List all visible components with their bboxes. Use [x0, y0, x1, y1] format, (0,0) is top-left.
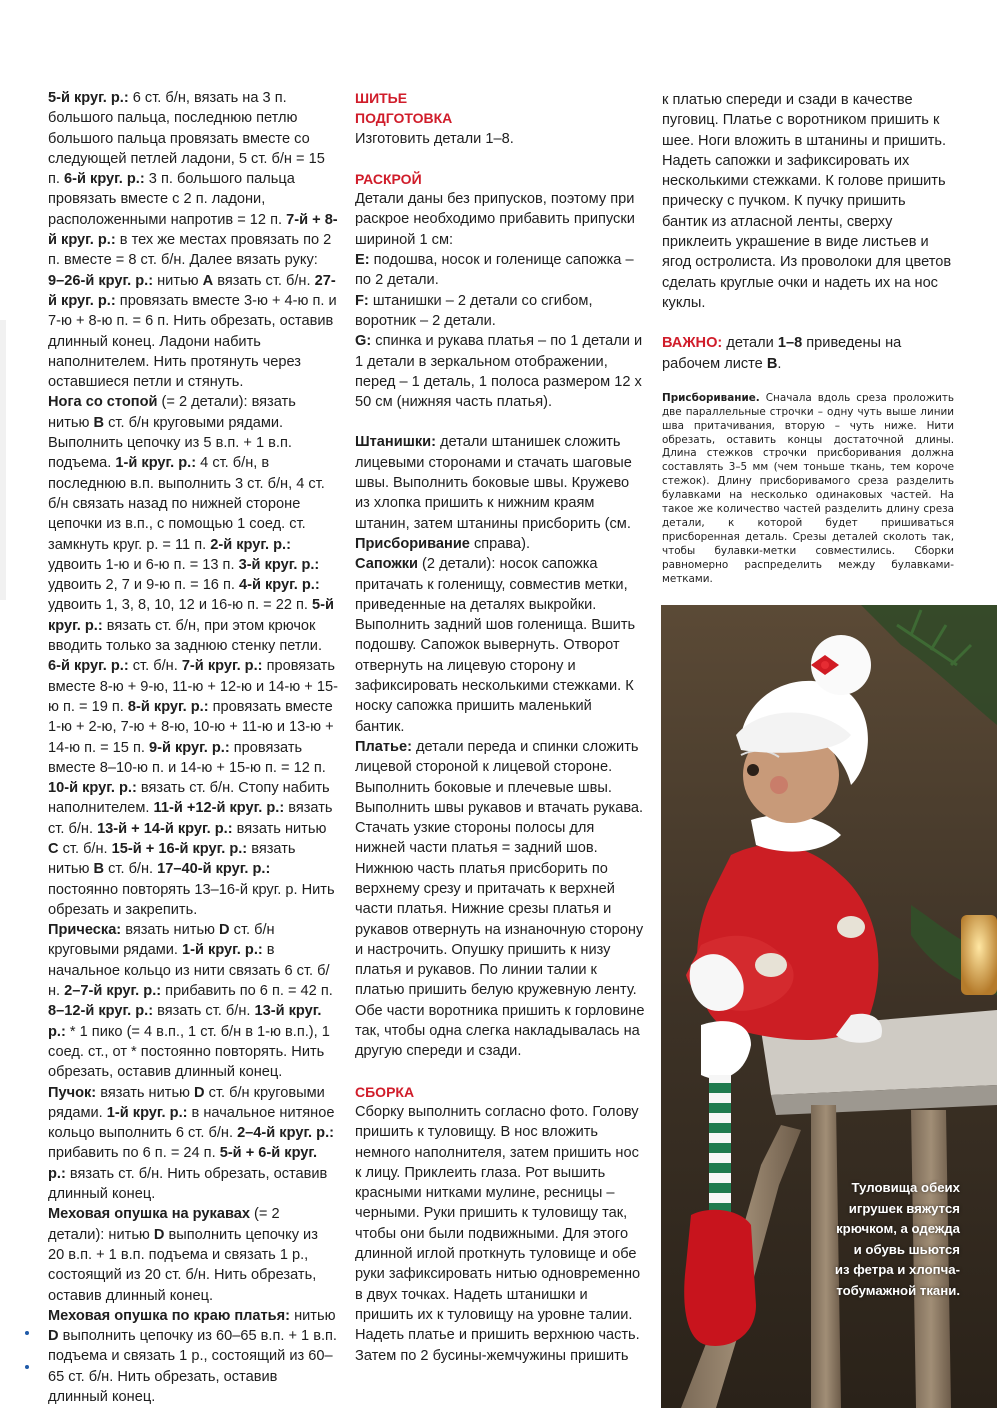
- text-hand-rows: 5-й круг. р.: 6 ст. б/н, вязать на 3 п. большого пальца, последнюю петлю большого пальца провязать вместе со следующей петлей ладони, 5 ст. б/н = 15 п. 6-й круг. р.: 3 п. большого пальца провязать вместе с 2 п. ладони, расположенными напротив = 12 п. 7-й + 8-й круг. р.: в тех же местах провязать по 2 п. вместе = 8 ст. б/н. Далее вязать руку: 9–26-й круг. р.: нитью A вязать ст. б/н. 27-й круг. р.: провязать вместе 3-ю + 4-ю п. и 7-ю + 8-ю п. = 6 п. Нить обрезать, оставив длинный конец. Ладони набить наполнителем. Нить протянуть через оставшиеся петли и стянуть.: [48, 90, 338, 391]
- column-sewing: [355, 88, 645, 1366]
- text-dress-fur: Меховая опушка по краю платья: нитью D выполнить цепочку из 60–65 в.п. + 1 в.п. подъема и связать 1 р., состоящий из 60–65 ст. б/н. Нить обрезать, оставив длинный конец.: [48, 1307, 337, 1405]
- text-bun: Пучок: вязать нитью D ст. б/н круговыми рядами. 1-й круг. р.: в начальное нитяное кольцо выполнить 6 ст. б/н. 2–4-й круг. р.: прибавить по 6 п. = 24 п. 5-й + 6-й круг. р.: вязать ст. б/н. Нить обрезать, оставив длинный конец.: [48, 1084, 335, 1203]
- page-edge-shadow: [0, 320, 6, 600]
- text-important: ВАЖНО: детали 1–8 приведены на рабочем листе B.: [662, 335, 902, 372]
- heading-cutting: РАСКРОЙ: [355, 170, 422, 187]
- text-assembly: Сборку выполнить согласно фото. Голову пришить к туловищу. В нос вложить немного наполнителя, затем пришить нос к лицу. Приклеить глаза. Рот вышить красными нитками мулине, ресницы – черными. Руки пришить к туловищу так, чтобы они были подвижными. Для этого длинной иглой проткнуть туловище и обе руки зафиксировать нитью одновременно в двух точках. Надеть штанишки и пришить их к туловищу на уровне талии. Надеть платье и пришить верхнюю часть. Затем по 2 бусины-жемчужины пришить: [355, 1103, 641, 1364]
- heading-sewing: ШИТЬЕ: [355, 90, 408, 106]
- bullet-dot: [25, 1365, 29, 1369]
- text-sleeve-fur: Меховая опушка на рукавах (= 2 детали): нитью D выполнить цепочку из 20 в.п. + 1 в.п. подъема и связать 1 р., состоящий из 20 ст. б/н. Нить обрезать, оставив длинный конец.: [48, 1206, 318, 1304]
- text-cut-intro: Детали даны без припусков, поэтому при раскрое необходимо прибавить припуски шириной 1 см:: [355, 191, 635, 248]
- text-cut-f: F: штанишки – 2 детали со сгибом, воротник – 2 детали.: [355, 292, 593, 329]
- text-hair: Прическа: вязать нитью D ст. б/н круговыми рядами. 1-й круг. р.: в начальное кольцо из нити связать 6 ст. б/н. 2–7-й круг. р.: прибавить по 6 п. = 42 п. 8–12-й круг. р.: вязать ст. б/н. 13-й круг. р.: * 1 пико (= 4 в.п., 1 ст. б/н в 1-ю в.п.), 1 соед. ст., от * постоянно повторять. Нить обрезать, оставив длинный конец.: [48, 922, 333, 1081]
- caption-line: игрушек вяжутся: [848, 1200, 960, 1216]
- caption-line: Туловища обеих: [851, 1180, 960, 1195]
- text-pants: Штанишки: детали штанишек сложить лицевыми сторонами и стачать шаговые швы. Выполнить боковые швы. Кружево из хлопка пришить к нижним краям штанин, затем штанины присборить (см. Присборивание справа).: [355, 434, 632, 552]
- text-cut-g: G: спинка и рукава платья – по 1 детали и 1 детали в зеркальном отображении, перед – 1 деталь, 1 полоса размером 12 x 50 см (нижняя часть платья).: [355, 333, 643, 411]
- text-preparation: Изготовить детали 1–8.: [355, 130, 514, 147]
- text-leg: Нога со стопой (= 2 детали): вязать нитью B ст. б/н круговыми рядами. Выполнить цепочку из 5 в.п. + 1 в.п. подъема. 1-й круг. р.: 4 ст. б/н, в последнюю в.п. выполнить 3 ст. б/н, 4 ст. б/н связать назад по нижней стороне цепочки из в.п., с помощью 1 соед. ст. замкнуть круг. р. = 11 п. 2-й круг. р.: удвоить 1-ю и 6-ю п. = 13 п. 3-й круг. р.: удвоить 2, 7 и 9-ю п. = 16 п. 4-й круг. р.: удвоить 1, 3, 8, 10, 12 и 16-ю п. = 22 п. 5-й круг. р.: вязать ст. б/н, при этом крючок вводить только за заднюю стенку петли. 6-й круг. р.: ст. б/н. 7-й круг. р.: провязать вместе 8-ю + 9-ю, 11-ю + 12-ю и 14-ю + 15-ю п. = 19 п. 8-й круг. р.: провязать вместе 1-ю + 2-ю, 7-ю + 8-ю, 10-ю + 11-ю и 13-ю + 14-ю п. = 15 п. 9-й круг. р.: провязать вместе 8–10-ю п. и 14-ю + 15-ю п. = 12 п. 10-й круг. р.: вязать ст. б/н. Стопу набить наполнителем. 11-й +12-й круг. р.: вязать ст. б/н. 13-й + 14-й круг. р.: вязать нитью C ст. б/н. 15-й + 16-й круг. р.: вязать нитью B ст. б/н. 17–40-й круг. р.: постоянно повторять 13–16-й круг. р. Нить обрезать и закрепить.: [48, 394, 338, 918]
- heading-preparation: ПОДГОТОВКА: [355, 110, 453, 127]
- text-assembly-cont: к платью спереди и сзади в качестве пуговиц. Платье с воротником пришить к шее. Ноги вложить в штанины и пришить. Надеть сапожки и зафиксировать их несколькими стежками. К голове пришить прическу с пучком. К пучку пришить бантик из атласной ленты, сверху приклеить украшение в виде листьев и ягод остролиста. Из проволоки для цветов сделать круглые очки и надеть их на нос куклы.: [662, 92, 952, 311]
- bullet-dot: [25, 1331, 29, 1335]
- photo-caption: [810, 1178, 960, 1301]
- text-cut-e: E: подошва, носок и голенище сапожка – по 2 детали.: [355, 252, 634, 289]
- caption-line: тобумажной ткани.: [836, 1282, 960, 1298]
- text-dress: Платье: детали переда и спинки сложить лицевой стороной к лицевой стороне. Выполнить боковые и плечевые швы. Выполнить швы рукавов и втачать рукава. Стачать узкие стороны полосы для нижней части платья = задний шов. Нижнюю часть платья присборить по верхнему срезу и притачать к верхней части платья. Нижние срезы платья и рукавов отвернуть на изнаночную сторону и настрочить. Опушку пришить к низу платья и рукавов. По линии талии к платью пришить белую кружевную ленту. Обе части воротника пришить к горловине так, чтобы одна слегка накладывалась на другую спереди и сзади.: [355, 738, 645, 1060]
- caption-line: из фетра и хлопча-: [834, 1262, 960, 1277]
- heading-assembly: СБОРКА: [355, 1083, 415, 1100]
- note-gathering: Присборивание. Сначала вдоль среза проложить две параллельные строчки – одну чуть выше линии шва притачивания, вторую – чуть ниже. Нити обрезать, оставить концы достаточной длины. Длина стежков строчки присборивания должна составлять 3–5 мм (чем тоньше ткань, тем короче стежок). Длину присборивамого среза разделить булавками на несколько одинаковых частей. На такое же количество частей разделить длину среза детали, к которой будет пришиваться присборенная деталь. Срезы деталей сколоть так, чтобы булавки-метки совместились. Сборки равномерно распределить между булавками-метками.: [662, 391, 954, 585]
- caption-line: крючком, а одежда: [836, 1221, 960, 1236]
- column-finish: [662, 90, 954, 587]
- column-knitting: [48, 88, 338, 1407]
- text-boots: Сапожки (2 детали): носок сапожка притачать к голенищу, совместив метки, приведенные на деталях выкройки. Выполнить задний шов голенища. Вшить подошву. Сапожок вывернуть. Отворот отвернуть на лицевую сторону и зафиксировать несколькими стежками. К носку сапожка пришить маленький бантик.: [355, 556, 636, 735]
- caption-line: и обувь шьются: [853, 1241, 960, 1257]
